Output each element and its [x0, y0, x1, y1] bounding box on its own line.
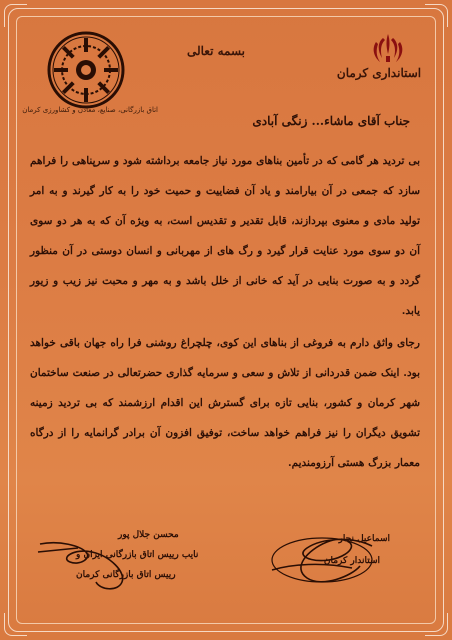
chamber-caption: اتاق بازرگانی، صنایع، معادن و کشاورزی کرمان: [22, 106, 158, 114]
corner-ornament: [425, 4, 448, 27]
corner-ornament: [4, 613, 27, 636]
governor-title: استاندار کرمان: [323, 556, 380, 566]
bismillah-heading: بسمه تعالی: [186, 44, 246, 58]
chamber-president-title-1: نایب رییس اتاق بازرگانی ایران و: [76, 550, 199, 560]
letter-paragraph-2: رجای واثق دارم به فروغی از بناهای این کوی، چلچراغ روشنی فرا راه جهان باقی خواهد بود. اینک ضمن قدردانی از تلاش و سعی و سرمایه گذاری حضرتعالی در صنعت ساختمان شهر کرمان و کشور، بنایی تازه برای گسترش این اقدام ارزشمند که بی تردید زمینه تشویق دیگران را نیز فراهم خواهد ساخت، توفیق افزون آن برادر گرانمایه را از درگاه معمار بزرگ هستی آرزومندیم.: [30, 337, 420, 469]
chamber-president-title-2: رییس اتاق بازرگانی کرمان: [76, 570, 176, 580]
corner-ornament: [4, 4, 27, 27]
governor-name: اسماعیل نجار: [338, 534, 390, 544]
iran-emblem-icon: [370, 32, 406, 66]
governorate-name: استانداری کرمان: [336, 66, 422, 80]
letter-salutation: جناب آقای ماشاء... زنگی آبادی: [252, 114, 410, 128]
chamber-president-name: محسن جلال پور: [118, 530, 179, 540]
chamber-of-commerce-logo: [46, 30, 126, 110]
letter-body: [30, 146, 420, 478]
corner-ornament: [425, 613, 448, 636]
letter-paragraph-1: بی تردید هر گامی که در تأمین بناهای مورد نیاز جامعه برداشته شود و سرپناهی را فراهم سازد که جمعی در آن بیارامند و یاد آن فضاییت و حمیت خود را به کار گیرند و به امر تولید مادی و معنوی بپردازند، قابل تقدیر و تقدیس است، به ویژه آن که به هر دو سوی آن دو سوی مورد عنایت قرار گیرد و رگ های از مهربانی و انسان دوستی در آن منظور گردد و به صورت بنایی در آید که خانی از خلل باشد و به مهر و محبت نیز زیب و زیور یابد.: [30, 155, 420, 317]
